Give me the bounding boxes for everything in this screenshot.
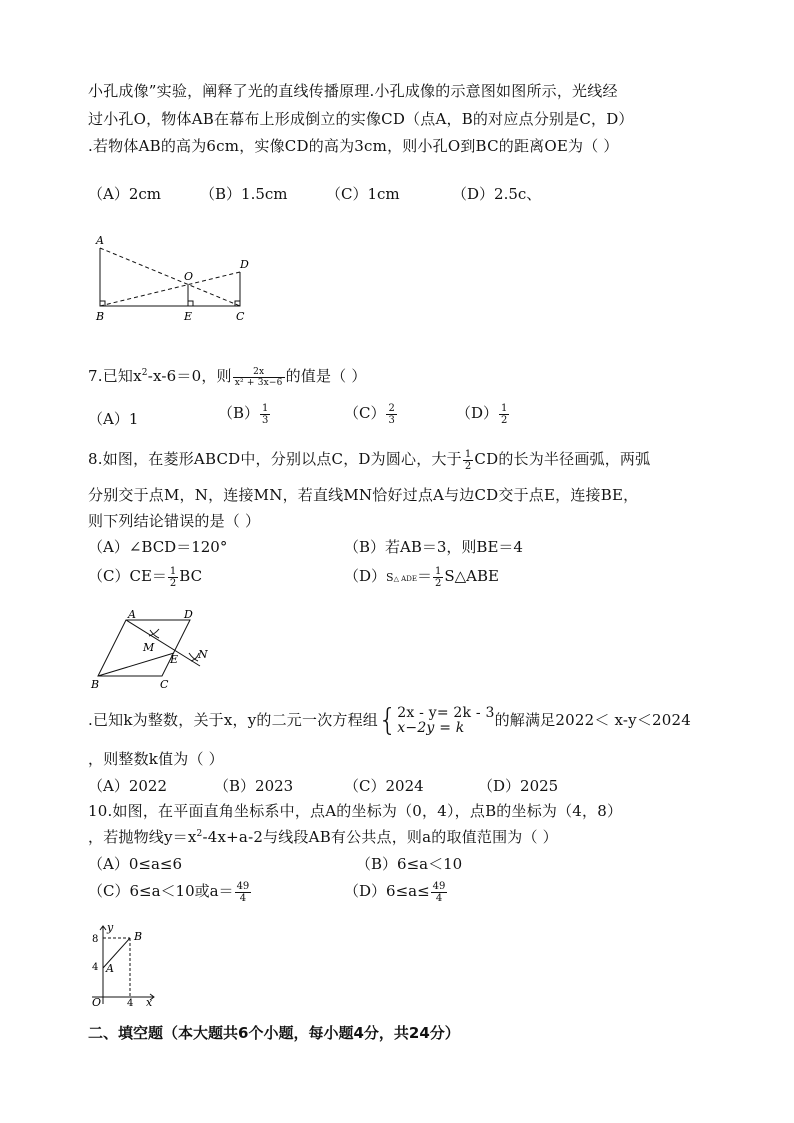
q8-option-d-eq: ＝	[416, 567, 432, 585]
q7-option-d-num: 1	[501, 402, 508, 414]
q9-option-a: （A）2022	[88, 777, 168, 795]
q7-stem	[88, 365, 367, 388]
q7-option-b	[218, 402, 271, 426]
q8-label-b: B	[91, 678, 100, 691]
q9-equation-2: x−2y = k	[397, 720, 465, 736]
q6-line3: .若物体AB的高为6cm，实像CD的高为3cm，则小孔O到BC的距离OE为（ ）	[88, 137, 619, 155]
q10-line1: 10.如图，在平面直角坐标系中，点A的坐标为（0，4），点B的坐标为（4，8）	[88, 802, 623, 820]
q8-line1-a: 8.如图，在菱形ABCD中，分别以点C，D为圆心，大于	[88, 450, 462, 468]
q10-option-c-num: 49	[236, 880, 250, 892]
q8-option-c	[88, 565, 202, 589]
q10-option-d-num: 49	[432, 880, 446, 892]
q6-label-a: A	[96, 234, 104, 247]
q6-line1: 小孔成像”实验，阐释了光的直线传播原理.小孔成像的示意图如图所示，光线经	[88, 82, 618, 100]
q6-label-o: O	[184, 270, 194, 283]
q8-option-d-sub: △ ADE	[393, 575, 417, 583]
q7-fraction	[233, 367, 285, 388]
q9-option-b: （B）2023	[214, 777, 294, 795]
q8-option-c-a: （C）CE＝	[88, 567, 167, 585]
q9-brace: {	[378, 703, 398, 738]
q8-rhombus-figure	[88, 606, 218, 692]
q10-label-y: y	[107, 922, 114, 934]
q8-label-d: D	[184, 608, 193, 621]
q10-option-d-a: （D）6≤a≤	[344, 882, 430, 900]
q7-suffix: 的值是（ ）	[285, 367, 367, 385]
q7-option-c-label: （C）	[344, 404, 386, 422]
q7-option-c-frac	[386, 403, 396, 426]
q8-option-c-b: BC	[179, 567, 203, 585]
q6-label-c: C	[236, 310, 245, 323]
q7-option-d	[456, 402, 510, 426]
q6-label-d: D	[240, 258, 249, 271]
q10-line2-sup: 2	[196, 829, 203, 839]
q9-line1-b: 的解满足2022＜ x-y＜2024	[494, 711, 692, 729]
q8-line1-b: CD的长为半径画弧，两弧	[474, 450, 651, 468]
q10-option-c-frac	[235, 881, 252, 904]
q10-line2	[88, 826, 558, 847]
q10-label-x: x	[146, 996, 153, 1008]
q7-option-b-frac	[260, 403, 270, 426]
q8-line1-num: 1	[464, 448, 472, 460]
q6-label-b: B	[96, 310, 105, 323]
q8-option-c-frac	[168, 566, 178, 589]
q10-tick-4-y: 4	[92, 962, 99, 973]
q8-option-c-den: 2	[169, 577, 177, 589]
q10-option-c-a: （C）6≤a＜10或a＝	[88, 882, 234, 900]
q8-option-d-frac	[433, 566, 443, 589]
q9-line1-a: .已知k为整数，关于x，y的二元一次方程组	[88, 711, 378, 729]
q7-sup: 2	[141, 368, 148, 378]
q9-line1	[88, 703, 692, 738]
q8-line1-den: 2	[464, 460, 472, 472]
q8-label-c: C	[160, 678, 169, 691]
q8-label-m: M	[143, 641, 155, 654]
q8-label-a: A	[128, 608, 136, 621]
q10-option-a: （A）0≤a≤6	[88, 855, 182, 873]
q10-coordinate-figure	[88, 922, 168, 1008]
q6-label-e: E	[184, 310, 193, 323]
q7-prefix: 7.已知x	[88, 367, 142, 385]
q7-option-a: （A）1	[88, 410, 139, 428]
q8-option-d-b: S△ABE	[444, 567, 499, 585]
q10-option-c	[88, 880, 252, 904]
q7-option-d-den: 2	[501, 414, 508, 426]
q9-option-c: （C）2024	[344, 777, 424, 795]
q7-frac-num: 2x	[233, 367, 285, 378]
q9-option-d: （D）2025	[478, 777, 559, 795]
q9-equation-1: 2x - y= 2k - 3	[397, 705, 495, 721]
q10-label-b: B	[134, 930, 143, 943]
q10-label-a: A	[106, 962, 114, 975]
q6-option-c: （C）1cm	[326, 185, 400, 203]
q8-option-c-num: 1	[169, 565, 177, 577]
q8-option-d	[344, 565, 499, 589]
q6-option-b: （B）1.5cm	[200, 185, 288, 203]
q7-option-c-den: 3	[388, 414, 395, 426]
q7-option-b-num: 1	[262, 402, 269, 414]
q10-option-b: （B）6≤a＜10	[356, 855, 463, 873]
q8-line1	[88, 448, 650, 472]
section-2-title: 二、填空题（本大题共6个小题，每小题4分，共24分）	[88, 1024, 460, 1042]
q10-tick-8: 8	[92, 934, 99, 945]
q8-label-n: N	[198, 648, 208, 661]
q9-equation-rows	[397, 706, 494, 736]
q8-line2: 分别交于点M，N，连接MN，若直线MN恰好过点A与边CD交于点E，连接BE，	[88, 486, 639, 504]
q6-line2: 过小孔O，物体AB在幕布上形成倒立的实像CD（点A，B的对应点分别是C，D）	[88, 110, 634, 128]
q10-line2-b: -4x+a-2与线段AB有公共点，则a的取值范围为（ ）	[202, 828, 558, 846]
q8-line3: 则下列结论错误的是（ ）	[88, 512, 261, 530]
q7-option-c-num: 2	[388, 402, 395, 414]
q9-equation-system	[378, 703, 495, 738]
q10-option-d	[344, 880, 448, 904]
q8-option-b: （B）若AB＝3，则BE＝4	[344, 538, 523, 556]
q7-option-b-den: 3	[262, 414, 269, 426]
q10-label-o: O	[92, 996, 102, 1008]
q9-line2: ，则整数k值为（ ）	[88, 750, 224, 768]
q8-label-e: E	[170, 653, 179, 666]
q8-option-a: （A）∠BCD＝120°	[88, 538, 228, 556]
q7-option-c	[344, 402, 398, 426]
q10-tick-4-x: 4	[127, 998, 134, 1008]
q8-option-d-num: 1	[434, 565, 442, 577]
q6-pinhole-figure	[88, 228, 258, 328]
q10-line2-a: ，若抛物线y＝x	[88, 828, 197, 846]
q7-option-b-label: （B）	[218, 404, 260, 422]
q10-option-c-den: 4	[239, 892, 247, 904]
q10-option-d-frac	[431, 881, 448, 904]
q8-option-d-a: （D）	[344, 567, 387, 585]
q10-option-d-den: 4	[435, 892, 443, 904]
q6-option-a: （A）2cm	[88, 185, 162, 203]
q7-frac-den: x² + 3x−6	[234, 377, 283, 388]
q8-option-d-s: S	[386, 571, 394, 584]
q8-line1-frac	[463, 449, 474, 472]
q7-mid: -x-6＝0，则	[147, 367, 232, 385]
q8-option-d-den: 2	[434, 577, 442, 589]
q6-option-d: （D）2.5c、	[452, 185, 542, 203]
q7-option-d-label: （D）	[456, 404, 499, 422]
q7-option-d-frac	[499, 403, 509, 426]
